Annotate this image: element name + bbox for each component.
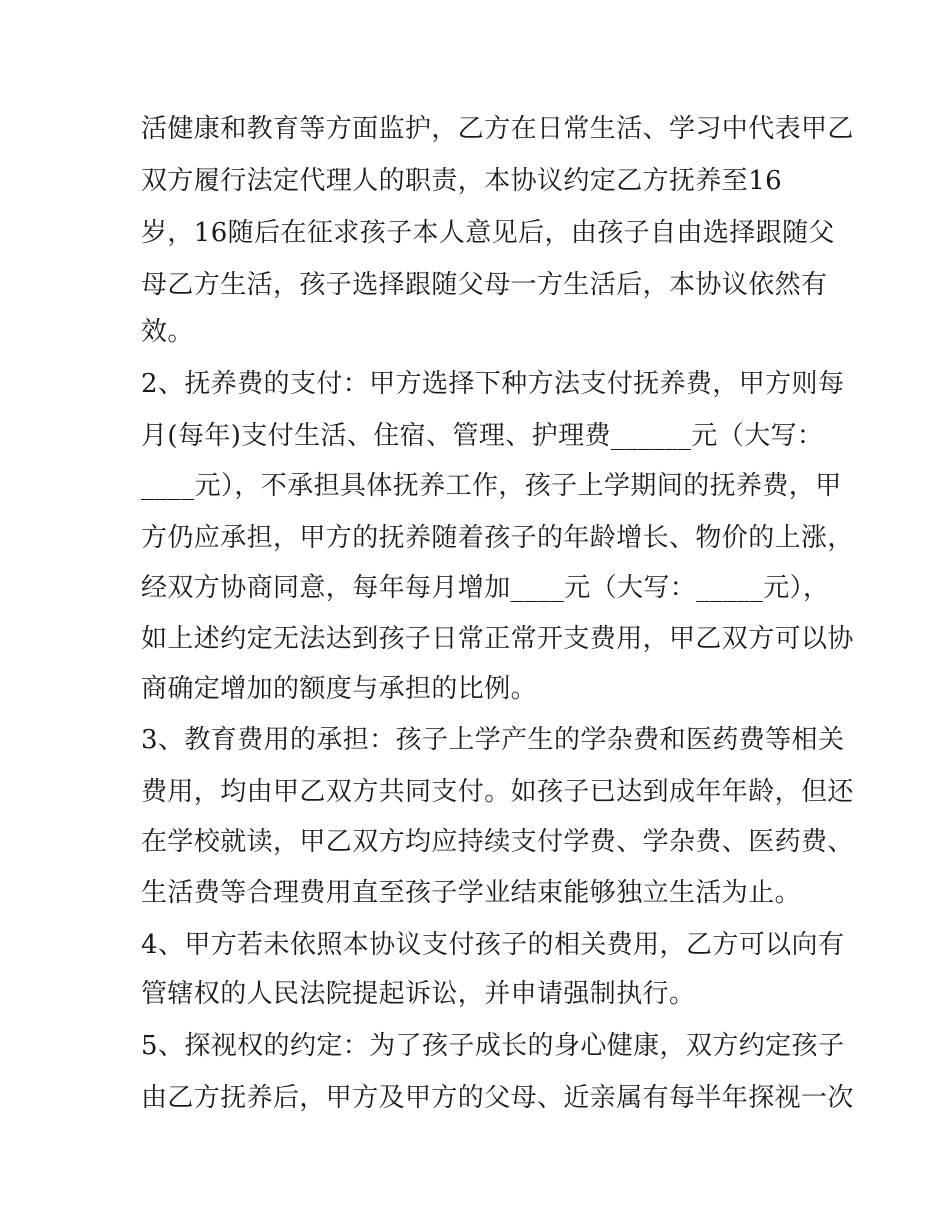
paragraph-line: 费用，均由甲乙双方共同支付。如孩子已达到成年年龄，但还	[141, 777, 854, 807]
paragraph-line: 管辖权的人民法院提起诉讼，并申请强制执行。	[141, 979, 696, 1009]
paragraph-line: 5、探视权的约定：为了孩子成长的身心健康，双方约定孩子	[141, 1031, 845, 1061]
paragraph-line: 由乙方抚养后，甲方及甲方的父母、近亲属有每半年探视一次	[141, 1083, 854, 1113]
paragraph-line: 3、教育费用的承担：孩子上学产生的学杂费和医药费等相关	[141, 725, 845, 755]
paragraph-line: ____元），不承担具体抚养工作，孩子上学期间的抚养费，甲	[141, 471, 842, 501]
paragraph-line: 生活费等合理费用直至孩子学业结束能够独立生活为止。	[141, 878, 802, 908]
paragraph-line: 效。	[141, 317, 194, 347]
paragraph-line: 如上述约定无法达到孩子日常正常开支费用，甲乙双方可以协	[141, 624, 854, 654]
paragraph-line: 母乙方生活，孩子选择跟随父母一方生活后，本协议依然有	[141, 270, 828, 300]
paragraph-line: 经双方协商同意，每年每月增加____元（大写：_____元），	[141, 573, 830, 603]
paragraph-line: 在学校就读，甲乙双方均应持续支付学费、学杂费、医药费、	[141, 827, 854, 857]
paragraph-line: 活健康和教育等方面监护，乙方在日常生活、学习中代表甲乙	[141, 114, 854, 144]
paragraph-line: 方仍应承担，甲方的抚养随着孩子的年龄增长、物价的上涨，	[141, 523, 854, 553]
paragraph-line: 2、抚养费的支付：甲方选择下种方法支付抚养费，甲方则每	[141, 369, 845, 399]
paragraph-line: 岁，16随后在征求孩子本人意见后，由孩子自由选择跟随父	[141, 218, 835, 248]
paragraph-line: 商确定增加的额度与承担的比例。	[141, 674, 538, 704]
paragraph-line: 4、甲方若未依照本协议支付孩子的相关费用，乙方可以向有	[141, 930, 845, 960]
paragraph-line: 月(每年)支付生活、住宿、管理、护理费______元（大写：	[141, 421, 824, 451]
paragraph-line: 双方履行法定代理人的职责，本协议约定乙方抚养至16	[141, 166, 783, 196]
